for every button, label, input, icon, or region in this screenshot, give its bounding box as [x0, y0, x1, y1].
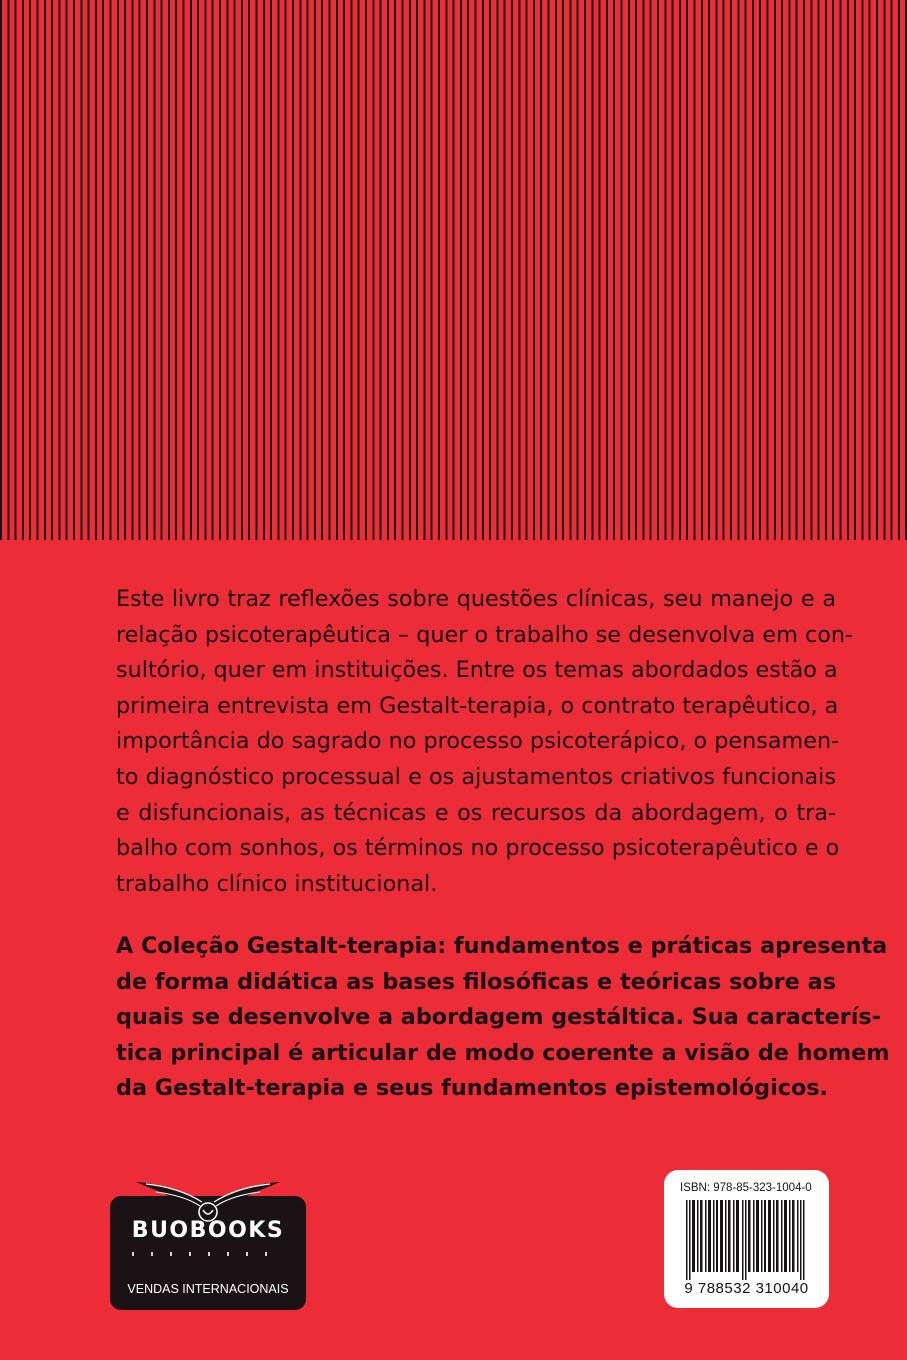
- synopsis-line: e disfuncionais, as técnicas e os recursos da abordagem, o tra-: [116, 799, 836, 826]
- collection-line: tica principal é articular de modo coerente a visão de homem: [116, 1039, 890, 1066]
- isbn-label: ISBN: 978-85-323-1004-0: [680, 1182, 812, 1194]
- synopsis-line: trabalho clínico institucional.: [116, 870, 438, 897]
- synopsis-line: relação psicoterapêutica – quer o trabalho se desenvolva em con-: [116, 621, 854, 648]
- isbn-barcode-panel: [664, 1170, 829, 1308]
- publisher-logo-dots: [132, 1252, 284, 1256]
- collection-line: de forma didática as bases filosóficas e teóricas sobre as: [116, 968, 836, 995]
- collection-line: A Coleção Gestalt-terapia: fundamentos e práticas apresenta: [116, 933, 888, 959]
- synopsis-line: sultório, quer em instituições. Entre os temas abordados estão a: [116, 657, 838, 684]
- synopsis-line: primeira entrevista em Gestalt-terapia, o contrato terapêutico, a: [116, 692, 839, 719]
- barcode-icon: [686, 1200, 808, 1280]
- barcode-digits: 9 788532 310040: [684, 1280, 809, 1297]
- synopsis-line: balho com sonhos, os términos no processo psicoterapêutico e o: [116, 835, 840, 862]
- synopsis-line: Este livro traz reflexões sobre questões clínicas, seu manejo e a: [116, 586, 836, 612]
- collection-line: quais se desenvolve a abordagem gestáltica. Sua caracterís-: [116, 1004, 881, 1031]
- publisher-tagline: VENDAS INTERNACIONAIS: [127, 1282, 289, 1296]
- synopsis-line: to diagnóstico processual e os ajustamentos criativos funcionais: [116, 763, 836, 790]
- publisher-logo: [110, 1168, 306, 1310]
- publisher-name: BUOBOOKS: [131, 1218, 285, 1243]
- synopsis-line: importância do sagrado no processo psicoterápico, o pensamen-: [116, 728, 840, 755]
- synopsis-paragraph: [116, 582, 854, 902]
- collection-paragraph: [116, 929, 890, 1107]
- decorative-stripes: [0, 0, 907, 540]
- collection-line: da Gestalt-terapia e seus fundamentos epistemológicos.: [116, 1075, 829, 1102]
